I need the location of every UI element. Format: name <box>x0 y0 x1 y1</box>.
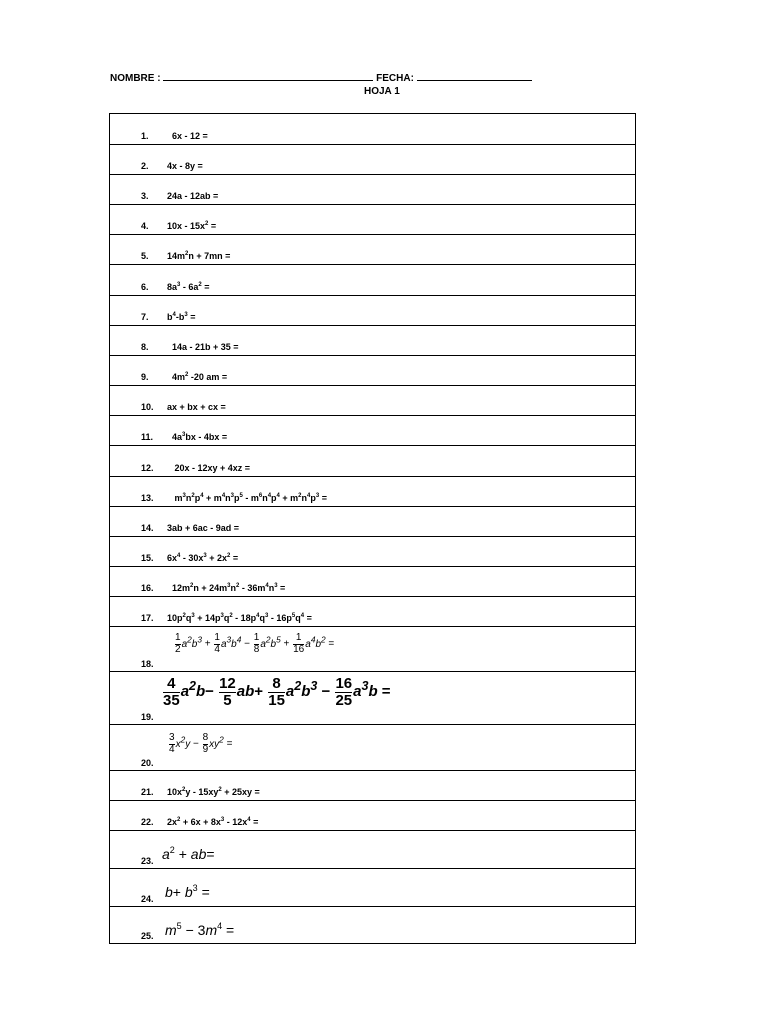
exercise-text: $2x^2 + 6x + 8x^3 - 12x^4$ = <box>167 817 259 827</box>
exercise-number: 9. <box>141 372 149 382</box>
exercise-number: 2. <box>141 161 149 171</box>
exercise-number: 3. <box>141 191 149 201</box>
exercise-number: 4. <box>141 221 149 231</box>
exercise-text: $m^3n^2p^4 + m^4n^3p^5 - m^6n^4p^4 + m^2n^4p^3$ = <box>167 493 327 503</box>
nombre-blank <box>163 70 373 81</box>
exercise-row <box>110 725 635 771</box>
exercise-row <box>110 235 635 265</box>
header-line <box>110 70 532 84</box>
exercise-row <box>110 801 635 831</box>
exercise-text: 3ab + 6ac - 9ad = <box>167 523 240 533</box>
exercise-number: 25. <box>141 931 154 941</box>
exercise-formula: $\frac{4}{35}$ $a^2b-$ $\frac{12}{5}$ ab+ $\frac{8}{15}$ $a^2b^3$ − $\frac{16}{25}$ $a^3b$ = <box>163 675 391 709</box>
exercise-text: 20x - 12xy + 4xz = <box>167 463 251 473</box>
exercise-row <box>110 114 635 145</box>
nombre-label: NOMBRE : <box>110 73 161 84</box>
exercise-text: 4x - 8y = <box>167 161 203 171</box>
exercise-formula: $m^5 - 3m^4$ = <box>165 921 235 938</box>
exercise-number: 7. <box>141 312 149 322</box>
exercise-row <box>110 446 635 477</box>
exercise-number: 12. <box>141 463 154 473</box>
exercise-row <box>110 356 635 386</box>
exercise-row <box>110 265 635 296</box>
exercise-row <box>110 567 635 597</box>
exercise-text: 6x - 12 = <box>167 131 208 141</box>
fecha-label: FECHA: <box>376 73 414 84</box>
exercise-number: 15. <box>141 553 154 563</box>
exercise-row <box>110 296 635 326</box>
fecha-blank <box>417 70 532 81</box>
exercise-text: 24a - 12ab = <box>167 191 219 201</box>
exercise-number: 5. <box>141 251 149 261</box>
exercise-text: $14m^2n + 7mn$ = <box>167 251 231 261</box>
exercise-text: $8a^3 - 6a^2$ = <box>167 282 210 292</box>
exercise-row <box>110 597 635 627</box>
exercise-table <box>109 113 636 944</box>
exercise-text: 14a - 21b + 35 = <box>167 342 239 352</box>
exercise-number: 14. <box>141 523 154 533</box>
exercise-formula: $\frac{3}{4}$ $x^2y$ − $\frac{8}{9}$ $xy^2$ = <box>169 732 233 755</box>
exercise-row <box>110 205 635 235</box>
exercise-row <box>110 537 635 567</box>
sheet-title: HOJA 1 <box>364 86 400 97</box>
exercise-row <box>110 507 635 537</box>
exercise-number: 1. <box>141 131 149 141</box>
exercise-formula: $\frac{1}{2}$ $a^2b^3$ + $\frac{1}{4}$ $a^3b^4$ − $\frac{1}{8}$ $a^2b^5$ + $\frac{1}{16}$ $a^4b^2$ = <box>175 632 335 655</box>
exercise-row <box>110 869 635 907</box>
exercise-row <box>110 145 635 175</box>
exercise-row <box>110 175 635 205</box>
exercise-number: 22. <box>141 817 154 827</box>
exercise-text: $12m^2n + 24m^3n^2 - 36m^4n^3$ = <box>167 583 286 593</box>
exercise-row <box>110 627 635 672</box>
exercise-number: 20. <box>141 758 154 768</box>
exercise-text: $10p^2q^3 + 14p^3q^2 - 18p^4q^3 - 16p^5q^4$ = <box>167 613 312 623</box>
exercise-row <box>110 771 635 801</box>
exercise-formula: $b+ b^3$ = <box>165 883 210 900</box>
exercise-text: $10x^2y - 15xy^2 + 25xy$ = <box>167 787 260 797</box>
exercise-number: 23. <box>141 856 154 866</box>
exercise-row <box>110 831 635 869</box>
exercise-number: 19. <box>141 712 154 722</box>
exercise-number: 10. <box>141 402 154 412</box>
exercise-row <box>110 907 635 943</box>
exercise-number: 6. <box>141 282 149 292</box>
exercise-text: ax + bx + cx = <box>167 402 226 412</box>
exercise-text: $10x - 15x^2$ = <box>167 221 217 231</box>
exercise-number: 8. <box>141 342 149 352</box>
exercise-formula: $a^2 + ab=$ <box>162 845 215 862</box>
exercise-number: 18. <box>141 659 154 669</box>
exercise-number: 13. <box>141 493 154 503</box>
exercise-number: 21. <box>141 787 154 797</box>
exercise-text: $4m^2$ -20 am = <box>167 372 228 382</box>
exercise-number: 11. <box>141 432 154 442</box>
exercise-text: $b^4-b^3$ = <box>167 312 196 322</box>
exercise-row <box>110 672 635 725</box>
exercise-row <box>110 416 635 446</box>
exercise-number: 24. <box>141 894 154 904</box>
exercise-text: $4a^3bx - 4bx$ = <box>167 432 228 442</box>
exercise-row <box>110 477 635 507</box>
exercise-row <box>110 326 635 356</box>
exercise-row <box>110 386 635 416</box>
exercise-text: $6x^4 - 30x^3 + 2x^2$ = <box>167 553 239 563</box>
exercise-number: 16. <box>141 583 154 593</box>
exercise-number: 17. <box>141 613 154 623</box>
